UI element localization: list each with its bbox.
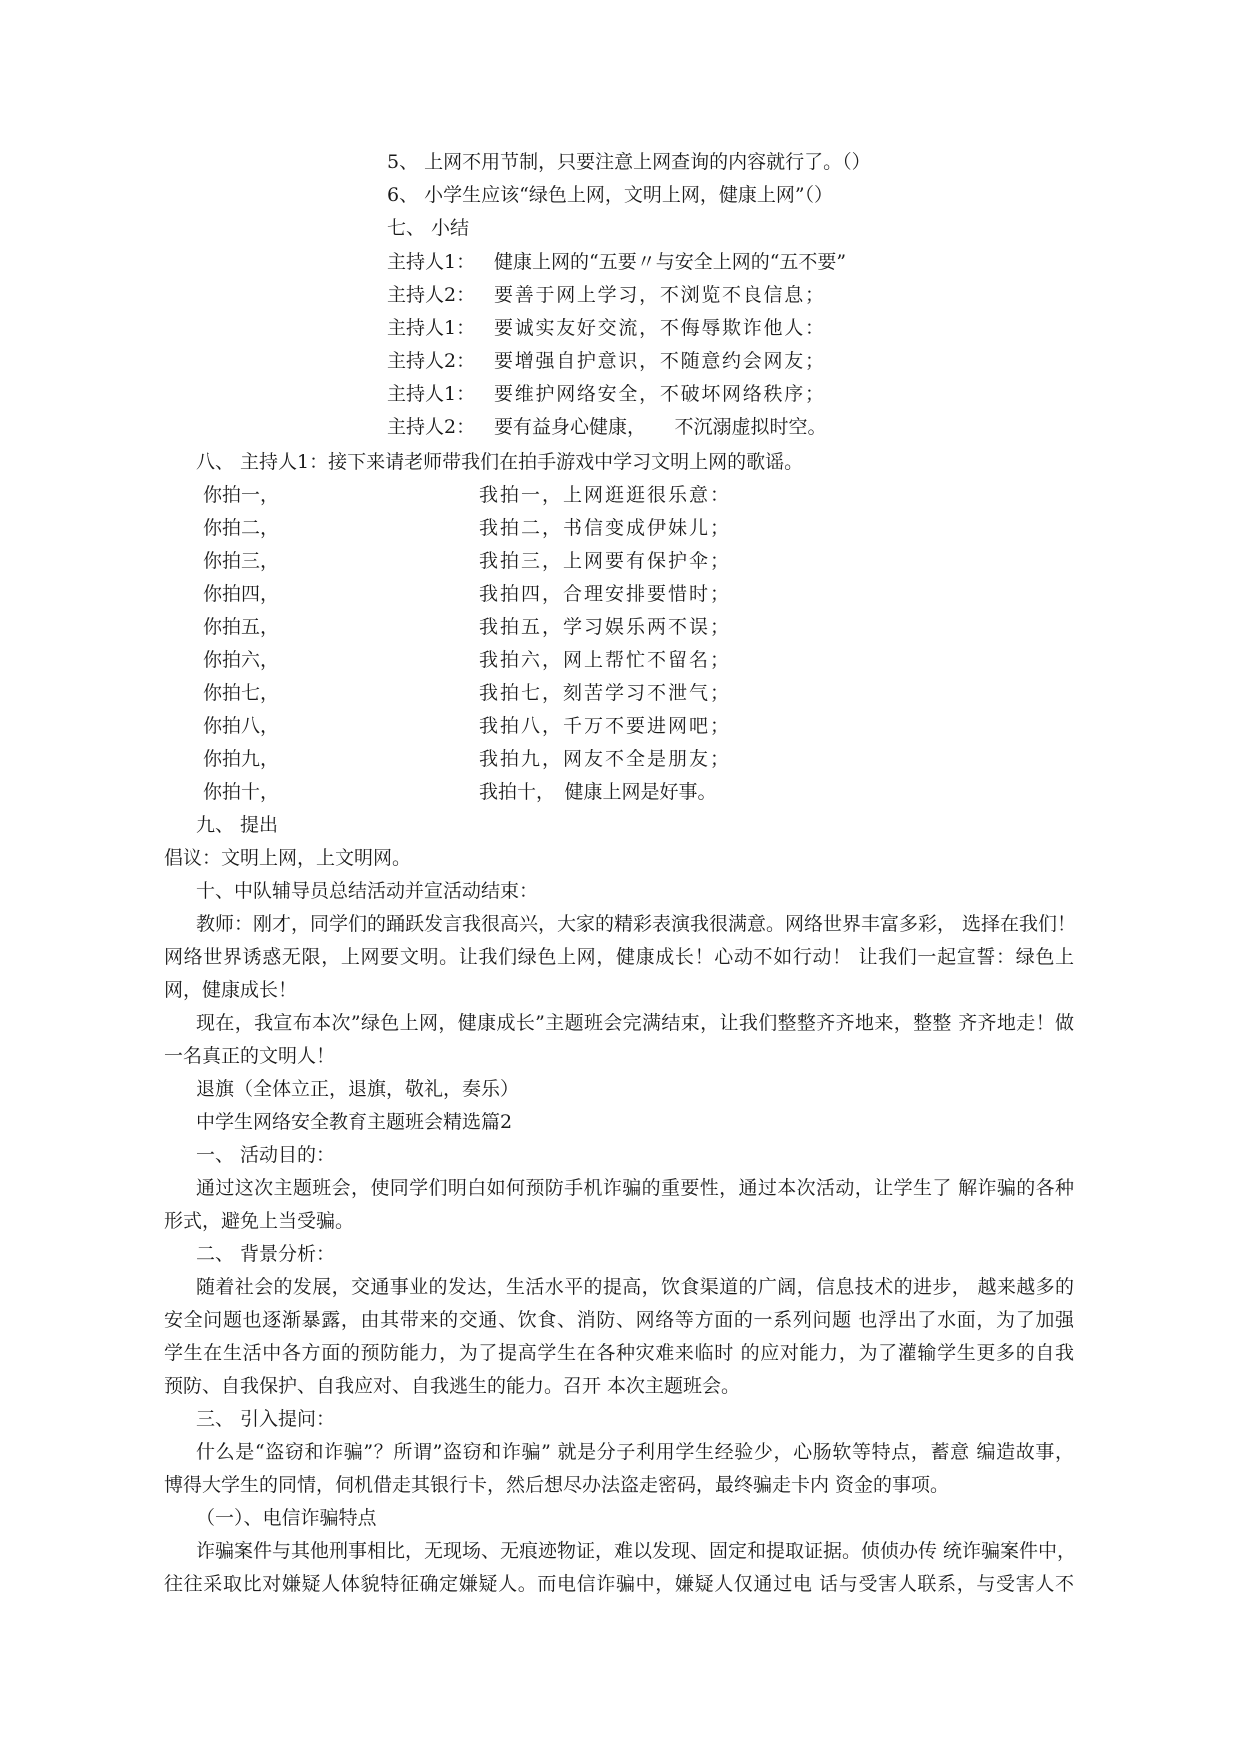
clap-right: 我拍九，网友不全是朋友；	[479, 748, 729, 770]
paragraph-line: 现在，我宣布本次”绿色上网，健康成长”主题班会完满结束，让我们整整齐齐地来，整整 齐齐地走！做	[196, 1012, 1074, 1034]
paragraph-line: 博得大学生的同情，伺机借走其银行卡，然后想尽办法盗走密码，最终骗走卡内 资金的事项。	[164, 1474, 950, 1496]
section8-heading: 八、 主持人1：接下来请老师带我们在拍手游戏中学习文明上网的歌谣。	[196, 451, 804, 473]
summary-text: 要增强自护意识，不随意约会网友；	[494, 350, 824, 372]
clap-left: 你拍二，	[203, 517, 280, 539]
clap-right: 我拍四，合理安排要惜时；	[479, 583, 729, 605]
clap-left: 你拍五，	[203, 616, 280, 638]
summary-speaker: 主持人1：	[387, 383, 476, 405]
summary-text: 要维护网络安全，不破坏网络秩序；	[494, 383, 824, 405]
subsection-heading: （一）、电信诈骗特点	[196, 1507, 377, 1529]
clap-left: 你拍十，	[203, 781, 280, 803]
summary-speaker: 主持人1：	[387, 317, 476, 339]
clap-right: 我拍十， 健康上网是好事。	[479, 781, 717, 803]
paragraph-line: 网络世界诱惑无限，上网要文明。让我们绿色上网，健康成长！心动不如行动！ 让我们一起宣誓：绿色上	[164, 946, 1074, 968]
paragraph-line: 退旗（全体立正，退旗，敬礼，奏乐）	[196, 1078, 520, 1100]
paragraph-line: 诈骗案件与其他刑事相比，无现场、无痕迹物证，难以发现、固定和提取证据。侦侦办传 统诈骗案件中，	[196, 1540, 1077, 1562]
clap-right: 我拍七，刻苦学习不泄气；	[479, 682, 729, 704]
summary-text: 要善于网上学习，不浏览不良信息；	[494, 284, 824, 306]
summary-text: 要诚实友好交流，不侮辱欺诈他人：	[494, 317, 824, 339]
section-heading: 一、 活动目的：	[196, 1144, 336, 1166]
clap-right: 我拍五，学习娱乐两不误；	[479, 616, 729, 638]
proposal-line: 倡议：文明上网，上文明网。	[164, 847, 412, 869]
summary-speaker: 主持人2：	[387, 350, 476, 372]
paragraph-line: 什么是“盗窃和诈骗”？所谓”盗窃和诈骗” 就是分子利用学生经验少，心肠软等特点，蓄意 编造故事，	[196, 1441, 1074, 1463]
summary-text: 健康上网的“五要〃与安全上网的“五不要”	[494, 251, 847, 273]
section9-heading: 九、 提出	[196, 814, 279, 836]
clap-left: 你拍七，	[203, 682, 280, 704]
paragraph-line: 学生在生活中各方面的预防能力，为了提高学生在各种灾难来临时 的应对能力，为了灌输学生更多的自我	[164, 1342, 1074, 1364]
clap-right: 我拍一，上网逛逛很乐意：	[479, 484, 729, 506]
clap-right: 我拍三，上网要有保护伞；	[479, 550, 729, 572]
summary-speaker: 主持人2：	[387, 416, 476, 438]
paragraph-line: 通过这次主题班会，使同学们明白如何预防手机诈骗的重要性，通过本次活动，让学生了 解诈骗的各种	[196, 1177, 1074, 1199]
paragraph-line: 往往采取比对嫌疑人体貌特征确定嫌疑人。而电信诈骗中，嫌疑人仅通过电 话与受害人联系，与受害人不	[164, 1573, 1074, 1595]
section-heading: 二、 背景分析：	[196, 1243, 336, 1265]
quiz-item-5: 5、 上网不用节制，只要注意上网查询的内容就行了。（）	[387, 151, 871, 173]
clap-right: 我拍二，书信变成伊妹儿；	[479, 517, 729, 539]
paragraph-line: 网，健康成长！	[164, 979, 298, 1001]
clap-left: 你拍四，	[203, 583, 280, 605]
clap-right: 我拍六，网上帮忙不留名；	[479, 649, 729, 671]
paragraph-line: 预防、自我保护、自我应对、自我逃生的能力。召开 本次主题班会。	[164, 1375, 741, 1397]
summary-heading: 七、 小结	[387, 217, 470, 239]
article-title: 中学生网络安全教育主题班会精选篇2	[196, 1111, 513, 1133]
paragraph-line: 教师：刚才，同学们的踊跃发言我很高兴，大家的精彩表演我很满意。网络世界丰富多彩， 选择在我们！	[196, 913, 1077, 935]
clap-left: 你拍六，	[203, 649, 280, 671]
paragraph-line: 安全问题也逐渐暴露，由其带来的交通、饮食、消防、网络等方面的一系列问题 也浮出了水面，为了加强	[164, 1309, 1074, 1331]
summary-speaker: 主持人1：	[387, 251, 476, 273]
section10-heading: 十、中队辅导员总结活动并宣活动结束：	[196, 880, 539, 902]
paragraph-line: 一名真正的文明人！	[164, 1045, 336, 1067]
clap-left: 你拍八，	[203, 715, 280, 737]
clap-left: 你拍三，	[203, 550, 280, 572]
clap-left: 你拍一，	[203, 484, 280, 506]
paragraph-line: 随着社会的发展，交通事业的发达，生活水平的提高，饮食渠道的广阔，信息技术的进步， 越来越多的	[196, 1276, 1074, 1298]
section-heading: 三、 引入提问：	[196, 1408, 336, 1430]
summary-text: 要有益身心健康， 不沉溺虚拟时空。	[494, 416, 827, 438]
quiz-item-6: 6、 小学生应该“绿色上网，文明上网，健康上网”（）	[387, 184, 834, 206]
clap-left: 你拍九，	[203, 748, 280, 770]
summary-speaker: 主持人2：	[387, 284, 476, 306]
clap-right: 我拍八，千万不要进网吧；	[479, 715, 729, 737]
paragraph-line: 形式，避免上当受骗。	[164, 1210, 355, 1232]
